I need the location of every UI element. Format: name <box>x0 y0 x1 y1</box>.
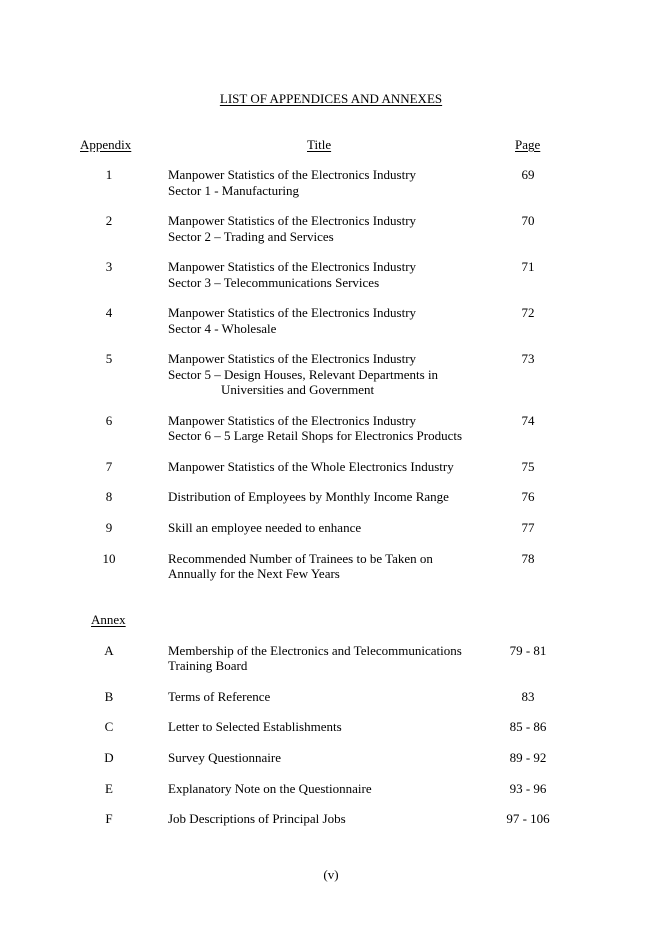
entry-letter: D <box>104 750 114 765</box>
entry-title-line: Manpower Statistics of the Electronics Industry <box>168 213 417 228</box>
entry-page: 83 <box>521 689 535 704</box>
entry-title-line: Explanatory Note on the Questionnaire <box>168 781 372 796</box>
entry-title-line: Manpower Statistics of the Electronics Industry <box>168 259 417 274</box>
entry-page: 85 - 86 <box>509 719 547 734</box>
entry-title-line: Annually for the Next Few Years <box>168 566 340 581</box>
entry-title-line: Universities and Government <box>221 382 375 397</box>
entry-title-line: Membership of the Electronics and Telecommunications <box>168 643 462 658</box>
entry-title-line: Sector 3 – Telecommunications Services <box>168 275 380 290</box>
entry-page: 70 <box>521 213 535 228</box>
entry-page: 76 <box>521 489 535 504</box>
entry-title-line: Training Board <box>168 658 248 673</box>
entry-title-line: Distribution of Employees by Monthly Income Range <box>168 489 449 504</box>
entry-letter: A <box>104 643 114 658</box>
column-header-appendix: Appendix <box>80 137 132 152</box>
entry-title-line: Manpower Statistics of the Electronics Industry <box>168 351 417 366</box>
entry-letter: C <box>104 719 114 734</box>
entry-title-line: Manpower Statistics of the Electronics Industry <box>168 167 417 182</box>
annex-heading: Annex <box>91 612 126 627</box>
column-header-page: Page <box>515 137 541 152</box>
entry-letter: F <box>105 811 113 826</box>
entry-page: 71 <box>521 259 535 274</box>
entry-title-line: Manpower Statistics of the Electronics Industry <box>168 305 417 320</box>
entry-title-line: Recommended Number of Trainees to be Taken on <box>168 551 433 566</box>
entry-page: 93 - 96 <box>509 781 547 796</box>
page-number-footer: (v) <box>323 867 339 882</box>
document-heading: LIST OF APPENDICES AND ANNEXES <box>219 91 443 106</box>
entry-number: 8 <box>105 489 113 504</box>
entry-page: 75 <box>521 459 535 474</box>
entry-number: 2 <box>105 213 113 228</box>
entry-letter: B <box>104 689 114 704</box>
entry-title-line: Terms of Reference <box>168 689 271 704</box>
entry-number: 3 <box>105 259 113 274</box>
entry-title-line: Skill an employee needed to enhance <box>168 520 362 535</box>
entry-number: 1 <box>105 167 113 182</box>
entry-title-line: Manpower Statistics of the Electronics Industry <box>168 413 417 428</box>
entry-number: 7 <box>105 459 113 474</box>
entry-number: 4 <box>105 305 113 320</box>
entry-title-line: Sector 5 – Design Houses, Relevant Departments in <box>168 367 439 382</box>
entry-title-line: Sector 2 – Trading and Services <box>168 229 334 244</box>
entry-page: 97 - 106 <box>506 811 550 826</box>
entry-title-line: Letter to Selected Establishments <box>168 719 342 734</box>
entry-number: 9 <box>105 520 113 535</box>
entry-page: 78 <box>521 551 535 566</box>
entry-title-line: Survey Questionnaire <box>168 750 282 765</box>
entry-page: 77 <box>521 520 535 535</box>
entry-number: 10 <box>102 551 116 566</box>
entry-title-line: Sector 6 – 5 Large Retail Shops for Electronics Products <box>168 428 463 443</box>
entry-page: 89 - 92 <box>509 750 547 765</box>
entry-page: 73 <box>521 351 535 366</box>
entry-title-line: Sector 1 - Manufacturing <box>168 183 300 198</box>
entry-page: 69 <box>521 167 535 182</box>
entry-title-line: Manpower Statistics of the Whole Electronics Industry <box>168 459 454 474</box>
entry-page: 72 <box>521 305 535 320</box>
entry-title-line: Job Descriptions of Principal Jobs <box>168 811 346 826</box>
entry-title-line: Sector 4 - Wholesale <box>168 321 277 336</box>
entry-letter: E <box>105 781 113 796</box>
entry-number: 5 <box>105 351 113 366</box>
entry-page: 79 - 81 <box>509 643 547 658</box>
entry-page: 74 <box>521 413 535 428</box>
entry-number: 6 <box>105 413 113 428</box>
column-header-title: Title <box>307 137 332 152</box>
